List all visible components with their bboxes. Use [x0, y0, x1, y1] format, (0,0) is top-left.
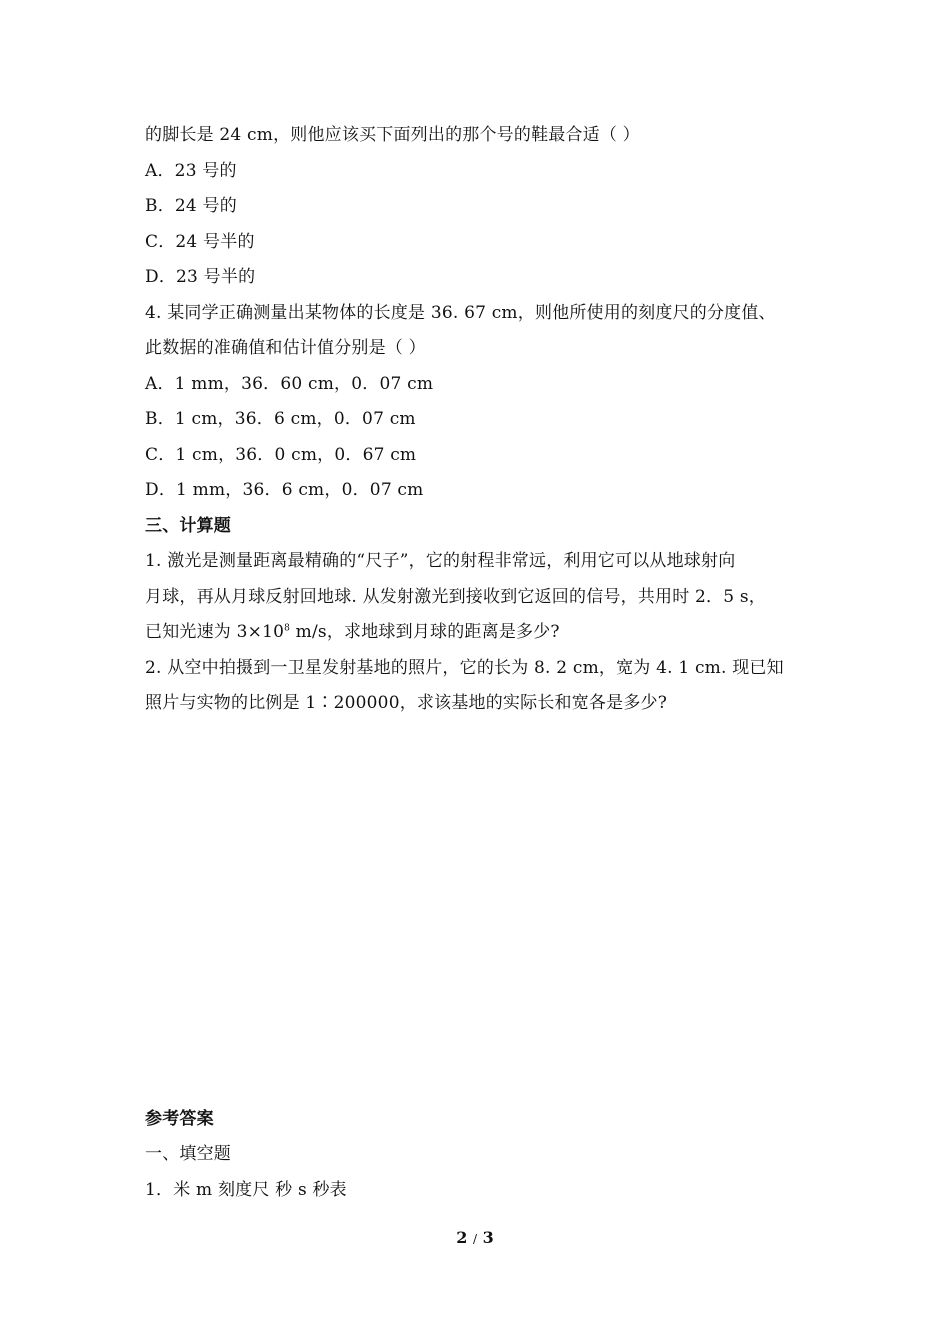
section-3-heading: 三、计算题 [145, 515, 231, 536]
answers-heading: 参考答案 [145, 1108, 214, 1129]
question-4-option-a: A．1 mm，36．60 cm，0．07 cm [145, 373, 434, 394]
question-3-option-d: D．23 号半的 [145, 267, 256, 287]
page-separator: / [472, 1232, 478, 1246]
question-4-option-c: C．1 cm，36．0 cm，0．67 cm [145, 444, 417, 465]
page-number [0, 1228, 950, 1247]
calc-1-exponent: 8 [284, 623, 291, 634]
total-pages: 3 [482, 1228, 494, 1247]
calc-1-line-2: 月球，再从月球反射回地球. 从发射激光到接收到它返回的信号，共用时 2．5 s， [145, 586, 766, 607]
calc-1-line-3-suffix: m/s，求地球到月球的距离是多少? [290, 622, 560, 642]
question-3-option-c: C．24 号半的 [145, 231, 255, 252]
answers-section-1: 一、填空题 [145, 1144, 231, 1164]
question-3-option-a: A．23 号的 [145, 160, 237, 181]
calc-2-line-2: 照片与实物的比例是 1∶200000，求该基地的实际长和宽各是多少? [145, 693, 668, 713]
question-3-option-b: B．24 号的 [145, 196, 237, 216]
answers-item-1: 1．米 m 刻度尺 秒 s 秒表 [145, 1179, 347, 1200]
question-4-stem-line-2: 此数据的准确值和估计值分别是（ ） [145, 338, 426, 358]
question-4-option-d: D．1 mm，36．6 cm，0．07 cm [145, 480, 424, 500]
calc-1-line-3-prefix: 已知光速为 3×10 [145, 622, 285, 642]
question-4-option-b: B．1 cm，36．6 cm，0．07 cm [145, 409, 416, 429]
calc-1-line-3 [145, 615, 815, 651]
calc-1-line-1: 1. 激光是测量距离最精确的“尺子”，它的射程非常远，利用它可以从地球射向 [145, 551, 736, 571]
current-page: 2 [456, 1228, 468, 1247]
question-3-stem: 的脚长是 24 cm，则他应该买下面列出的那个号的鞋最合适（ ） [145, 125, 640, 145]
question-4-stem-line-1: 4. 某同学正确测量出某物体的长度是 36. 67 cm，则他所使用的刻度尺的分度值、 [145, 302, 776, 323]
calc-2-line-1: 2. 从空中拍摄到一卫星发射基地的照片，它的长为 8. 2 cm，宽为 4. 1 cm. 现已知 [145, 657, 784, 678]
blank-space [145, 722, 815, 1102]
page-content [145, 118, 815, 1208]
